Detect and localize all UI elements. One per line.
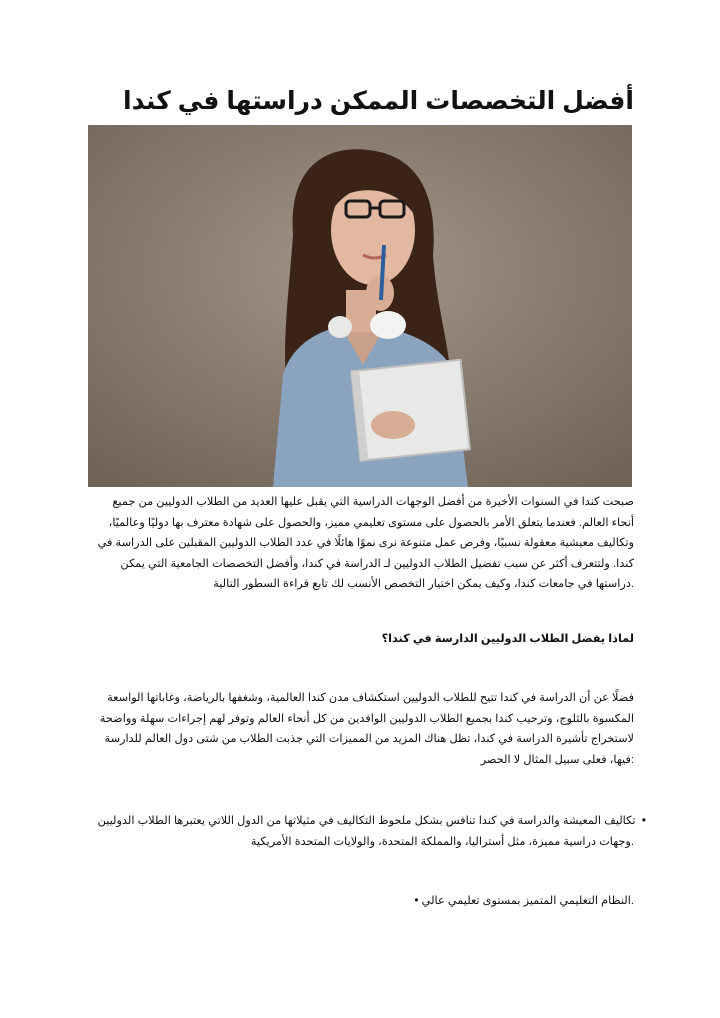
student-illustration [88, 125, 632, 487]
student-photo [88, 125, 632, 487]
intro-line: .دراستها في جامعات كندا، وكيف يمكن اختيار التخصص الأنسب لك تابع قراءة السطور التالية [213, 578, 634, 590]
bullet-item [86, 810, 646, 852]
bullet-text: تكاليف المعيشة والدراسة في كندا تنافس بشكل ملحوظ التكاليف في مثيلاتها من الدول اللاتي يعتبرها الطلاب الدوليين [97, 815, 636, 827]
section-line: المكسوة بالثلوج، وترحيب كندا بجميع الطلاب الدوليين الوافدين من كل أنحاء العالم وتوفر لهم إجراءات سهلة وواضحة [99, 712, 634, 725]
section-heading: لماذا يفضل الطلاب الدوليين الدارسة في كندا؟ [381, 633, 634, 645]
intro-line: وتكاليف معيشية معقولة نسبيًا، وفرص عمل متنوعة نرى نموًا هائلًا في عدد الطلاب الدوليين المقبلين على الدراسة في [97, 537, 634, 549]
intro-line: صبحت كندا في السنوات الأخيرة من أفضل الوجهات الدراسية التي يقبل عليها العديد من الطلاب الدوليين من جميع [112, 496, 634, 508]
section-paragraph [86, 688, 634, 770]
bullet-icon: • [641, 813, 646, 827]
section-line: :فيها، فعلى سبيل المثال لا الحصر [480, 753, 634, 766]
section-line: فضلًا عن أن الدراسة في كندا تتيح للطلاب الدوليين استكشاف مدن كندا العالمية، وشغفها بالرياضة، وغاباتها الواسعة [107, 692, 634, 704]
section-line: لاستخراج تأشيرة الدراسة في كندا، تظل هناك المزيد من المميزات التي جذبت الطلاب من شتى دول العالم للدارسة [104, 733, 634, 745]
bullet-text: .النظام التعليمي المتميز بمستوى تعليمي عالي [421, 895, 634, 907]
page-title: أفضل التخصصات الممكن دراستها في كندا [123, 87, 634, 115]
bullet-line [86, 810, 646, 832]
intro-line: كندا. ولتتعرف أكثر عن سبب تفضيل الطلاب الدوليين لـ الدراسة في كندا، وأفضل التخصصات الجامعية التي يمكن [120, 557, 634, 570]
bullet-item [86, 890, 634, 912]
bullet-line: .وجهات دراسية مميزة، مثل أستراليا، والمملكة المتحدة، والولايات المتحدة الأمريكية [250, 835, 634, 848]
bullet-icon: • [414, 893, 419, 907]
intro-paragraph [86, 492, 634, 595]
bullet-line [86, 890, 634, 912]
intro-line: أنحاء العالم. فعندما يتعلق الأمر بالحصول على مستوى تعليمي مميز، والحصول على شهادة معترف بها دوليًا وعالميًا، [108, 516, 634, 529]
